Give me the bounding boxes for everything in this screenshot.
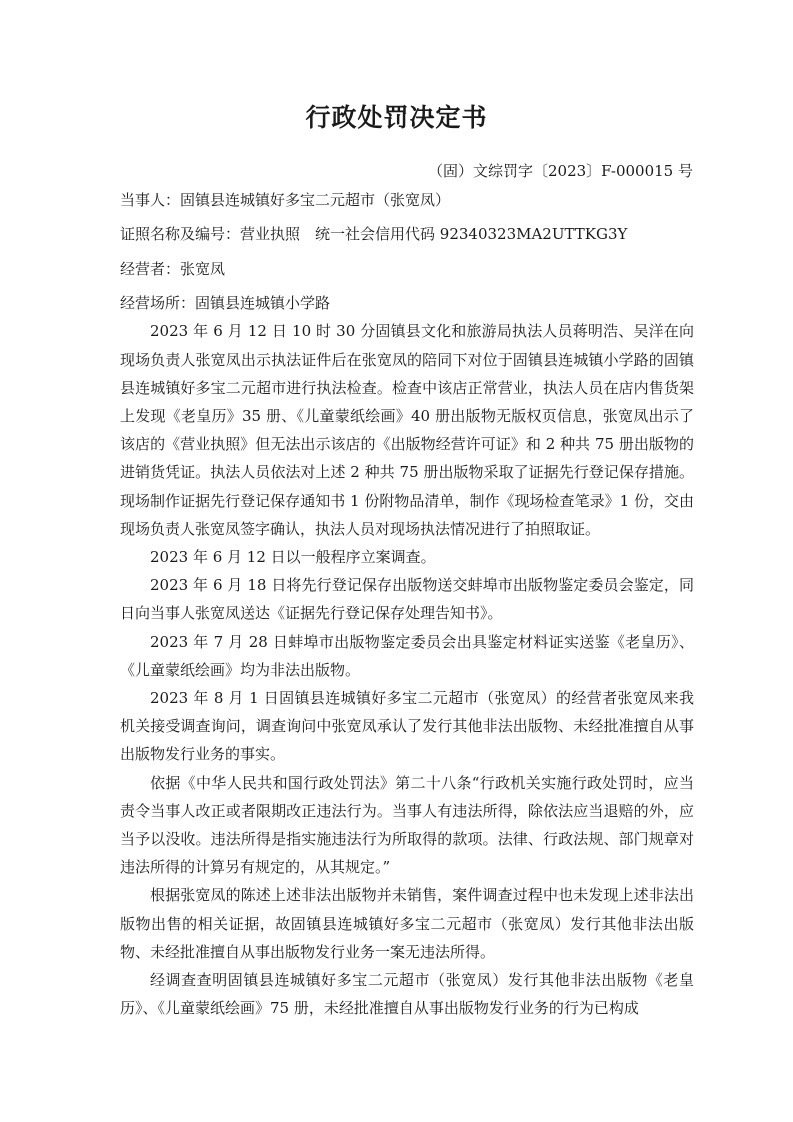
paragraph-appraisal-result: 2023 年 7 月 28 日蚌埠市出版物鉴定委员会出具鉴定材料证实送鉴《老皇历》、《儿童蒙纸绘画》均为非法出版物。 <box>120 632 694 679</box>
premises-field: 经营场所：固镇县连城镇小学路 <box>120 294 331 313</box>
document-body <box>120 186 694 1022</box>
paragraph-case-filing: 2023 年 6 月 12 日以一般程序立案调查。 <box>150 547 436 566</box>
document-number: （固）文综罚字〔2023〕F-000015 号 <box>427 162 693 180</box>
paragraph-inspection: 2023 年 6 月 12 日 10 时 30 分固镇县文化和旅游局执法人员蒋明浩、吴洋在向现场负责人张宽凤出示执法证件后在张宽凤的陪同下对位于固镇县连城镇小学路的固镇县连城镇好多宝二元超市进行执法检查。检查中该店正常营业，执法人员在店内售货架上发现《老皇历》35 册、《儿童蒙纸绘画》40 册出版物无版权页信息，张宽凤出示了该店的《营业执照》但无法出示该店的《出版物经营许可证》和 2 种共 75 册出版物的进销货凭证。执法人员依法对上述 2 种共 75 册出版物采取了证据先行登记保存措施。现场制作证据先行登记保存通知书 1 份附物品清单，制作《现场检查笔录》1 份，交由现场负责人张宽凤签字确认，执法人员对现场执法情况进行了拍照取证。 <box>120 322 694 538</box>
paragraph-finding: 经调查查明固镇县连城镇好多宝二元超市（张宽凤）发行其他非法出版物《老皇历》、《儿童蒙纸绘画》75 册，未经批准擅自从事出版物发行业务的行为已构成 <box>120 970 694 1018</box>
operator-field: 经营者：张宽凤 <box>120 259 226 278</box>
paragraph-legal-basis: 依据《中华人民共和国行政处罚法》第二十八条“行政机关实施行政处罚时，应当责令当事人改正或者限期改正违法行为。当事人有违法所得，除依法应当退赔的外，应当予以没收。违法所得是指实施违法行为所取得的款项。法律、行政法规、部门规章对违法所得的计算另有规定的，从其规定。” <box>120 773 694 877</box>
document-title: 行政处罚决定书 <box>305 103 488 132</box>
license-field: 证照名称及编号：营业执照 统一社会信用代码 92340323MA2UTTKG3Y <box>120 225 628 244</box>
paragraph-no-illegal-income: 根据张宽凤的陈述上述非法出版物并未销售，案件调查过程中也未发现上述非法出版物出售的相关证据，故固镇县连城镇好多宝二元超市（张宽凤）发行其他非法出版物、未经批准擅自从事出版物发行业务一案无违法所得。 <box>120 886 694 961</box>
paragraph-appraisal-submission: 2023 年 6 月 18 日将先行登记保存出版物送交蚌埠市出版物鉴定委员会鉴定，同日向当事人张宽凤送达《证据先行登记保存处理告知书》。 <box>120 576 694 623</box>
paragraph-inquiry: 2023 年 8 月 1 日固镇县连城镇好多宝二元超市（张宽凤）的经营者张宽凤来我机关接受调查询问，调查询问中张宽凤承认了发行其他非法出版物、未经批准擅自从事出版物发行业务的事实。 <box>120 688 694 764</box>
party-field: 当事人：固镇县连城镇好多宝二元超市（张宽凤） <box>120 191 451 209</box>
